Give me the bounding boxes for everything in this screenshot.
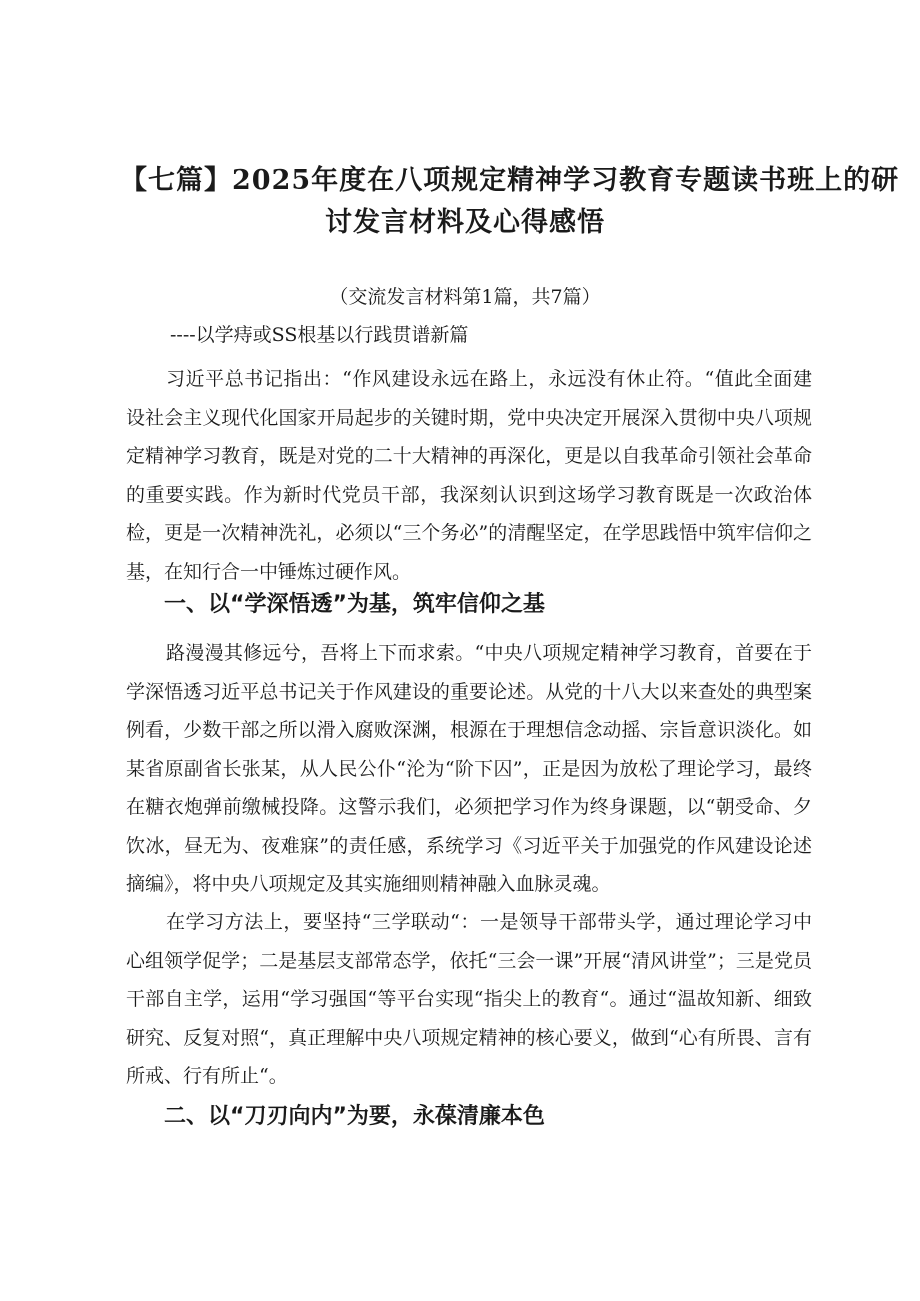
section-heading-1: 一、以“学深悟透”为基，筑牢信仰之基 bbox=[164, 592, 545, 617]
section-heading-2: 二、以“刀刃向内”为要，永葆清廉本色 bbox=[164, 1104, 545, 1129]
document-title bbox=[120, 160, 900, 244]
title-line-1: 【七篇】2025年度在八项规定精神学习教育专题读书班上的研 bbox=[120, 165, 900, 196]
title-line-2: 讨发言材料及心得感悟 bbox=[325, 207, 605, 238]
paragraph-section1-b: 在学习方法上，要坚持“三学联动“：一是领导干部带头学，通过理论学习中心组领学促学；二是基层支部常态学，依托“三会一课”开展“清风讲堂”；三是党员干部自主学，运用“学习强国“等平台实现“指尖上的教育“。通过“温故知新、细致研究、反复对照“，真正理解中央八项规定精神的核心要义，做到“心有所畏、言有所戒、行有所止“。 bbox=[126, 911, 812, 1087]
paragraph-section1-a: 路漫漫其修远兮，吾将上下而求索。“中央八项规定精神学习教育，首要在于学深悟透习近平总书记关于作风建设的重要论述。从党的十八大以来查处的典型案例看，少数干部之所以滑入腐败深渊，根源在于理想信念动摇、宗旨意识淡化。如某省原副省长张某，从人民公仆“沦为“阶下囚”，正是因为放松了理论学习，最终在糖衣炮弹前缴械投降。这警示我们，必须把学习作为终身课题，以“朝受命、夕饮冰，昼无为、夜难寐”的责任感，系统学习《习近平关于加强党的作风建设论述摘编》，将中央八项规定及其实施细则精神融入血脉灵魂。 bbox=[126, 642, 812, 895]
paragraph-intro: 习近平总书记指出：“作风建设永远在路上，永远没有休止符。“值此全面建设社会主义现代化国家开局起步的关键时期，党中央决定开展深入贯彻中央八项规定精神学习教育，既是对党的二十大精神的再深化，更是以自我革命引领社会革命的重要实践。作为新时代党员干部，我深刻认识到这场学习教育既是一次政治体检，更是一次精神洗礼，必须以“三个务必”的清醒坚定，在学思践悟中筑牢信仰之基，在知行合一中锤炼过硬作风。 bbox=[126, 368, 812, 583]
subtitle: （交流发言材料第1篇，共7篇） bbox=[329, 286, 601, 308]
tagline: ----以学痔或SS根基以行践贯谱新篇 bbox=[170, 324, 469, 346]
